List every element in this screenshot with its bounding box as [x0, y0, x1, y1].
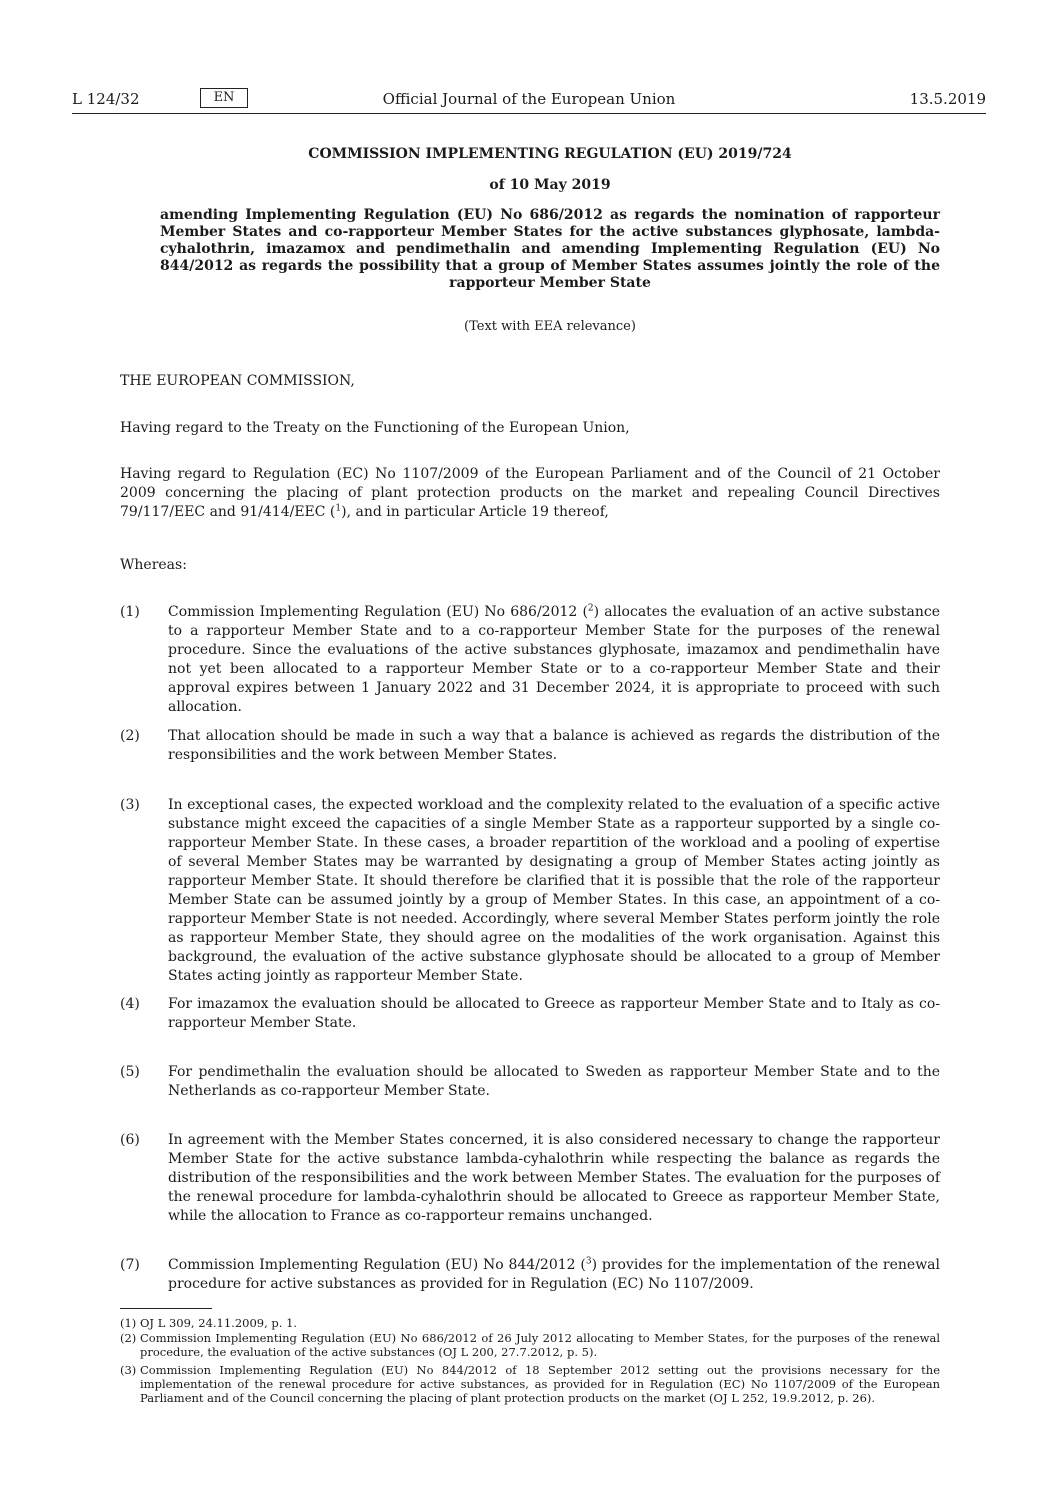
footnote-text: OJ L 309, 24.11.2009, p. 1.	[140, 1316, 298, 1330]
footnote-number: (1)	[120, 1316, 137, 1330]
recital-text: In exceptional cases, the expected workload and the complexity related to the evaluation of a specific active substance might exceed the capacities of a single Member State as a rapporteur supported by a single co-rapporteur Member State. In these cases, a broader repartition of the workload and a pooling of expertise of several Member States may be warranted by designating a group of Member States acting jointly as rapporteur Member State. It should therefore be clarified that it is possible that the role of the rapporteur Member State can be assumed jointly by a group of Member States. In this case, an appointment of a co-rapporteur Member State is not needed. Accordingly, where several Member States perform jointly the role as rapporteur Member State, they should agree on the modalities of the work organisation. Against this background, the evaluation of the active substance glyphosate should be allocated to a group of Member States acting jointly as rapporteur Member State.	[168, 797, 940, 984]
recital	[120, 727, 940, 765]
recital	[120, 796, 940, 986]
recital-text: Commission Implementing Regulation (EU) No 686/2012 ($^2$) allocates the evaluation of an active substance to a rapporteur Member State and to a co-rapporteur Member State for the purposes of the renewal procedure. Since the evaluations of the active substances glyphosate, imazamox and pendimethalin have not yet been allocated to a rapporteur Member State or to a co-rapporteur Member State and their approval expires between 1 January 2022 and 31 December 2024, it is appropriate to proceed with such allocation.	[168, 603, 940, 715]
recital-number: (1)	[120, 604, 140, 620]
header-divider	[72, 113, 986, 114]
language-badge: EN	[200, 88, 248, 108]
recital-number: (3)	[120, 797, 140, 813]
citation-treaty: Having regard to the Treaty on the Functioning of the European Union,	[120, 420, 630, 436]
recital-number: (2)	[120, 728, 140, 744]
footnote-ref[interactable]: 2	[587, 603, 594, 614]
footnote-divider	[120, 1308, 212, 1309]
footnote-ref[interactable]: 3	[585, 1256, 592, 1267]
eea-relevance: (Text with EEA relevance)	[464, 319, 636, 334]
footnote-number: (2)	[120, 1331, 137, 1345]
recital-text: That allocation should be made in such a way that a balance is achieved as regards the distribution of the responsibilities and the work between Member States.	[168, 728, 940, 763]
recital	[120, 1256, 940, 1294]
recital-text: For pendimethalin the evaluation should be allocated to Sweden as rapporteur Member State and to the Netherlands as co-rapporteur Member State.	[168, 1064, 940, 1099]
publication-date: 13.5.2019	[909, 90, 986, 108]
recital-text: Commission Implementing Regulation (EU) No 844/2012 ($^3$) provides for the implementation of the renewal procedure for active substances as provided for in Regulation (EC) No 1107/2009.	[168, 1256, 940, 1292]
footnote-text: Commission Implementing Regulation (EU) No 686/2012 of 26 July 2012 allocating to Member States, for the purposes of the renewal procedure, the evaluation of the active substances (OJ L 200, 27.7.2012, p. 5).	[140, 1331, 940, 1359]
oj-reference: L 124/32	[72, 90, 140, 108]
recital-number: (5)	[120, 1064, 140, 1080]
regulation-title: COMMISSION IMPLEMENTING REGULATION (EU) 2019/724	[308, 146, 792, 162]
footnote	[120, 1331, 940, 1359]
recital	[120, 995, 940, 1033]
recital-text: For imazamox the evaluation should be allocated to Greece as rapporteur Member State and to Italy as co-rapporteur Member State.	[168, 996, 940, 1031]
citation-regulation: Having regard to Regulation (EC) No 1107/2009 of the European Parliament and of the Council of 21 October 2009 concerning the placing of plant protection products on the market and repealing Council Directives 79/117/EEC and 91/414/EEC ($^1$), and in particular Article 19 thereof,	[120, 466, 940, 520]
journal-header	[72, 88, 986, 112]
journal-title: Official Journal of the European Union	[382, 90, 676, 108]
recital	[120, 1131, 940, 1226]
footnote	[120, 1316, 940, 1330]
regulation-date: of 10 May 2019	[489, 177, 611, 193]
footnote-text: Commission Implementing Regulation (EU) No 844/2012 of 18 September 2012 setting out the provisions necessary for the implementation of the renewal procedure for active substances, as provided for in Regulation (EC) No 1107/2009 of the European Parliament and of the Council concerning the placing of plant protection products on the market (OJ L 252, 19.9.2012, p. 26).	[140, 1363, 940, 1405]
recital-number: (6)	[120, 1132, 140, 1148]
whereas-heading: Whereas:	[120, 557, 187, 573]
recital-number: (4)	[120, 996, 140, 1012]
recital	[120, 1063, 940, 1101]
issuer: THE EUROPEAN COMMISSION,	[120, 373, 355, 389]
recital-text: In agreement with the Member States concerned, it is also considered necessary to change the rapporteur Member State for the active substance lambda-cyhalothrin while respecting the balance as regards the distribution of the responsibilities and the work between Member States. The evaluation for the purposes of the renewal procedure for lambda-cyhalothrin should be allocated to Greece as rapporteur Member State, while the allocation to France as co-rapporteur remains unchanged.	[168, 1132, 940, 1224]
recital-number: (7)	[120, 1257, 140, 1273]
recital	[120, 603, 940, 717]
footnote-ref[interactable]: 1	[335, 503, 342, 514]
footnote	[120, 1363, 940, 1405]
footnote-number: (3)	[120, 1363, 137, 1377]
regulation-subject: amending Implementing Regulation (EU) No 686/2012 as regards the nomination of rapporteur Member States and co-rapporteur Member States for the active substances glyphosate, lambda-cyhalothrin, imazamox and pendimethalin and amending Implementing Regulation (EU) No 844/2012 as regards the possibility that a group of Member States assumes jointly the role of the rapporteur Member State	[160, 207, 940, 291]
